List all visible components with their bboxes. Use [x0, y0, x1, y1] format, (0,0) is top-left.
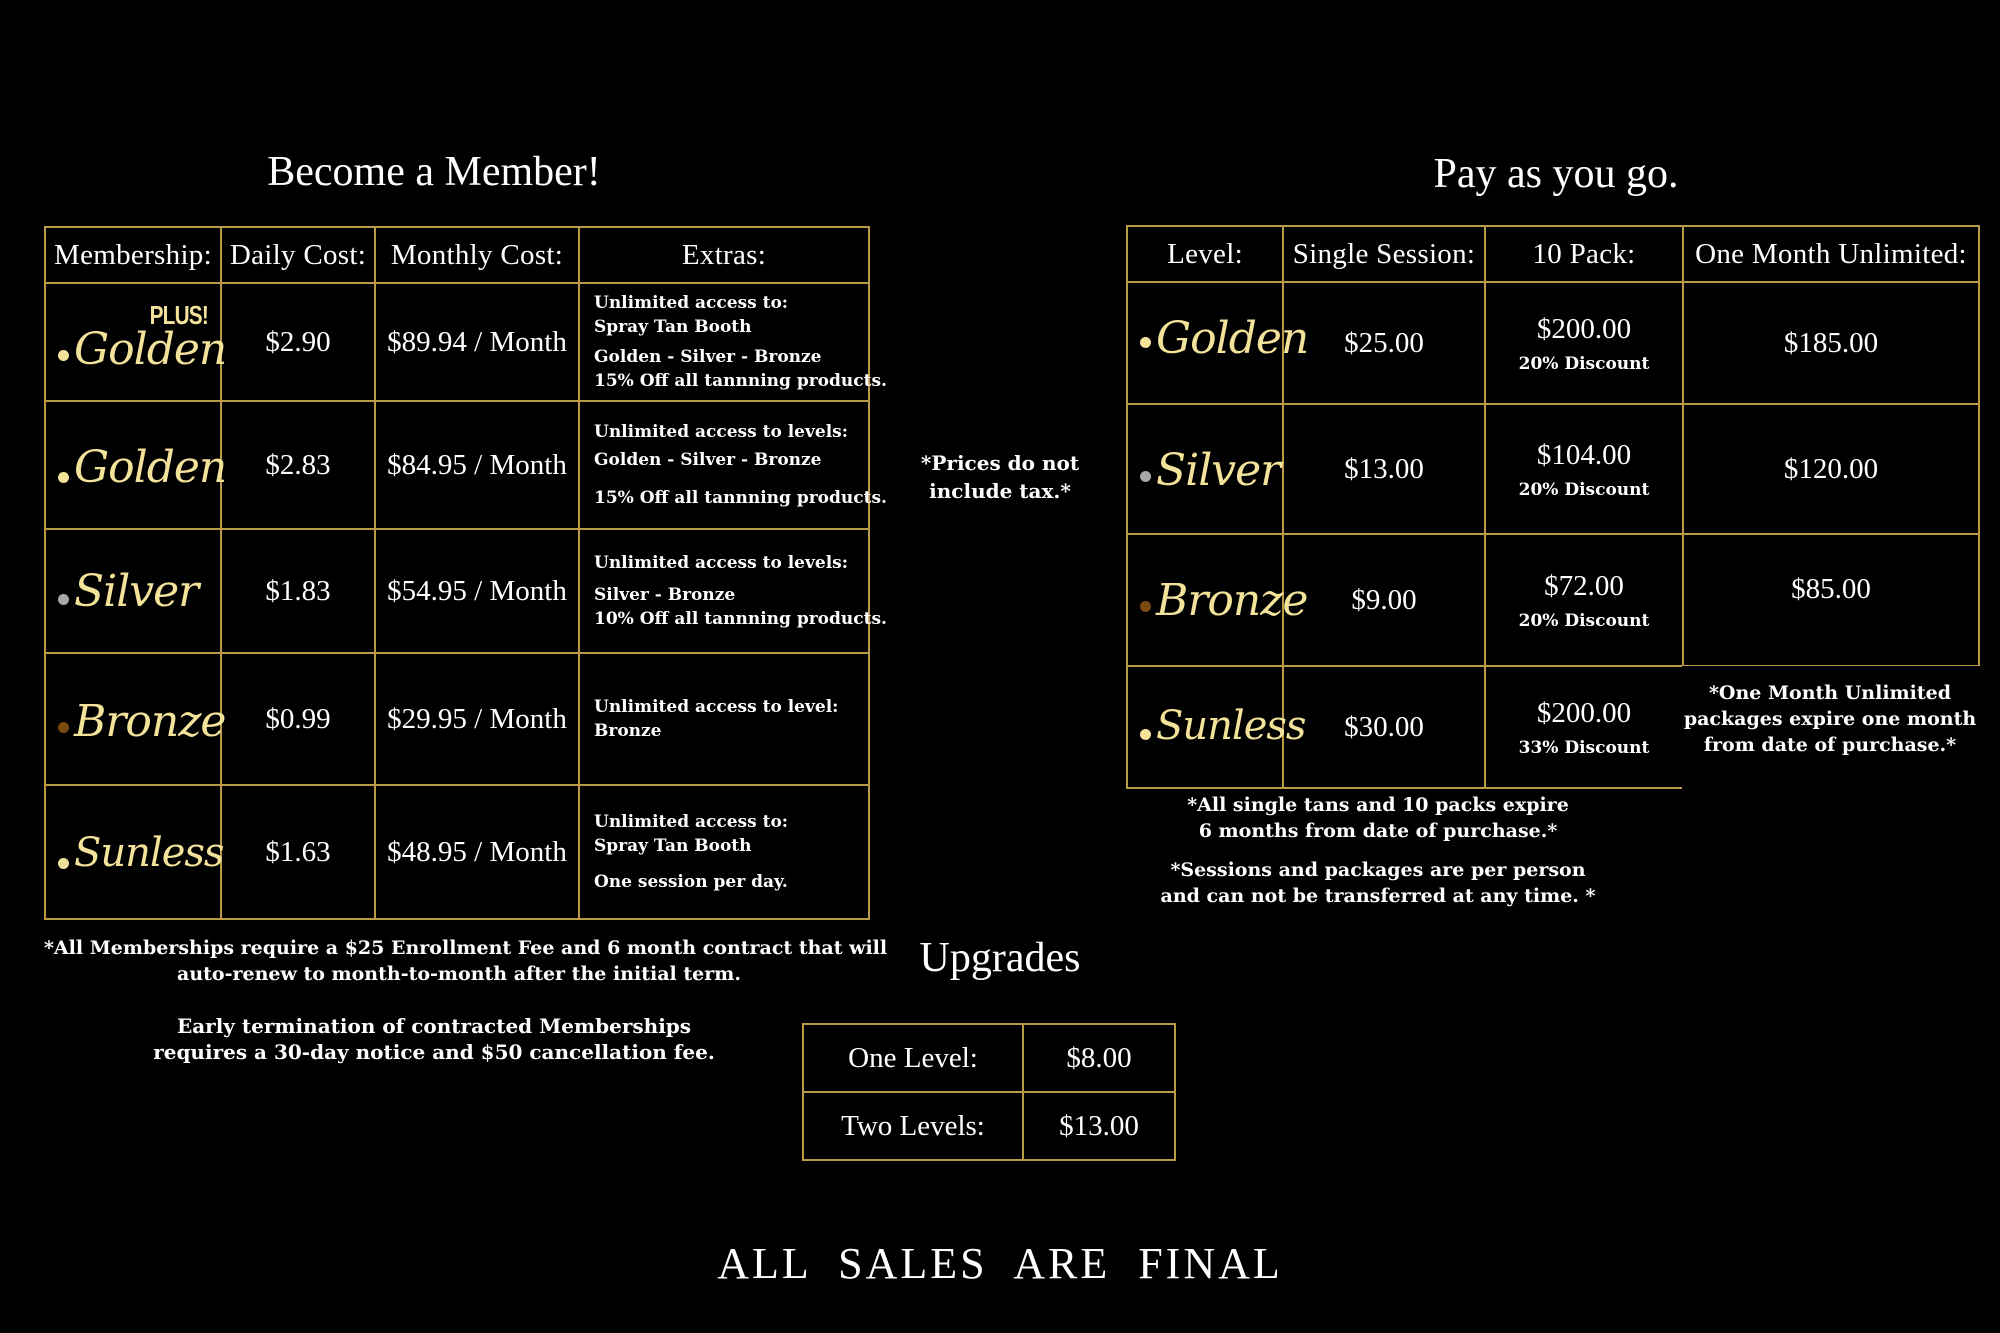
table-row — [45, 529, 869, 653]
level-cell — [1127, 282, 1309, 404]
monthly-cost: $48.95 / Month — [375, 785, 579, 919]
extras-line: Silver - Bronze — [594, 585, 736, 605]
single-session-price: $25.00 — [1283, 282, 1485, 404]
level-dot-icon — [1140, 471, 1151, 482]
extras-line: Unlimited access to levels: — [594, 553, 848, 573]
termination-note — [44, 1013, 824, 1065]
table-row — [45, 785, 869, 919]
level-cell — [1127, 404, 1283, 534]
level-name: Bronze — [1156, 575, 1308, 626]
level-dot-icon — [1140, 601, 1151, 612]
level-dot-icon — [58, 594, 69, 605]
table-row — [1127, 534, 1979, 666]
level-dot-icon — [1140, 337, 1151, 348]
monthly-cost: $29.95 / Month — [375, 653, 579, 785]
unlimited-note — [1680, 680, 1980, 758]
level-name: Golden — [1156, 313, 1309, 364]
pack-price: $104.00 — [1536, 438, 1632, 471]
extras — [579, 529, 887, 653]
note-line: *All Memberships require a $25 Enrollment Fee and 6 month contract that will — [44, 937, 888, 959]
membership-title: Become a Member! — [267, 149, 601, 195]
table-row — [803, 1024, 1175, 1092]
enrollment-note — [44, 935, 888, 987]
tax-note — [900, 449, 1100, 505]
extras-line: Unlimited access to: — [594, 293, 789, 313]
note-line: from date of purchase.* — [1703, 734, 1957, 756]
monthly-cost: $54.95 / Month — [375, 529, 579, 653]
level-dot-icon — [58, 350, 69, 361]
level-dot-icon — [1140, 729, 1151, 740]
note-line: requires a 30-day notice and $50 cancellation fee. — [153, 1040, 715, 1064]
table-row — [1127, 282, 1979, 404]
upgrade-label: One Level: — [803, 1024, 1023, 1092]
expire-note — [1128, 792, 1628, 844]
single-session-price: $30.00 — [1283, 666, 1485, 788]
note-line: *One Month Unlimited — [1708, 682, 1952, 704]
note-line: *Prices do not — [920, 451, 1080, 475]
note-line: *Sessions and packages are per person — [1170, 859, 1586, 881]
level-name: Bronze — [74, 696, 226, 747]
pack-discount: 20% Discount — [1518, 353, 1650, 374]
daily-cost: $1.63 — [221, 785, 375, 919]
level-cell — [1127, 666, 1306, 788]
table-row — [45, 401, 869, 529]
note-line: auto-renew to month-to-month after the initial term. — [177, 963, 741, 985]
monthly-cost: $84.95 / Month — [375, 401, 579, 529]
pack-cell — [1485, 534, 1683, 666]
level-cell — [45, 529, 221, 653]
extras-line: Unlimited access to levels: — [594, 422, 848, 442]
daily-cost: $2.90 — [221, 283, 375, 401]
level-dot-icon — [58, 472, 69, 483]
extras-line: Unlimited access to: — [594, 812, 789, 832]
transfer-note — [1128, 857, 1628, 909]
header-daily-cost: Daily Cost: — [221, 227, 375, 283]
header-10-pack: 10 Pack: — [1485, 226, 1683, 282]
extras — [579, 785, 869, 919]
note-line: packages expire one month — [1683, 708, 1977, 730]
extras — [579, 401, 887, 529]
payg-title: Pay as you go. — [1433, 151, 1679, 197]
level-name: Golden — [74, 324, 227, 375]
extras — [579, 653, 869, 785]
level-cell — [45, 283, 227, 401]
pack-discount: 20% Discount — [1518, 479, 1650, 500]
pack-cell — [1485, 666, 1683, 788]
level-name: Golden — [74, 442, 227, 493]
level-name: Silver — [1156, 445, 1281, 496]
extras-line: 15% Off all tannning products. — [594, 371, 887, 391]
note-line: include tax.* — [929, 479, 1071, 503]
table-row — [1127, 404, 1979, 534]
level-name: Sunless — [74, 830, 224, 876]
daily-cost: $0.99 — [221, 653, 375, 785]
table-row — [45, 283, 869, 401]
level-dot-icon — [58, 722, 69, 733]
unlimited-price: $85.00 — [1683, 534, 1979, 666]
extras-line: 15% Off all tannning products. — [594, 488, 887, 508]
extras-line: Spray Tan Booth — [594, 317, 752, 337]
note-line: Early termination of contracted Memberships — [176, 1014, 692, 1038]
unlimited-price: $185.00 — [1683, 282, 1979, 404]
daily-cost: $2.83 — [221, 401, 375, 529]
pack-discount: 33% Discount — [1518, 737, 1650, 758]
upgrade-price: $13.00 — [1023, 1092, 1175, 1160]
level-name: Sunless — [1156, 703, 1306, 749]
note-line: *All single tans and 10 packs expire — [1187, 794, 1569, 816]
upgrades-table — [802, 1023, 1176, 1161]
plus-badge: PLUS! — [149, 300, 208, 330]
level-dot-icon — [58, 858, 69, 869]
extras-line: Unlimited access to level: — [594, 697, 839, 717]
note-line: 6 months from date of purchase.* — [1198, 820, 1558, 842]
level-cell — [45, 401, 227, 529]
pack-discount: 20% Discount — [1518, 610, 1650, 631]
extras — [579, 283, 887, 401]
header-monthly-cost: Monthly Cost: — [375, 227, 579, 283]
level-cell — [45, 653, 226, 785]
pack-price: $200.00 — [1536, 312, 1632, 345]
extras-line: One session per day. — [594, 872, 788, 892]
extras-line: Spray Tan Booth — [594, 836, 752, 856]
all-sales-final: ALL SALES ARE FINAL — [717, 1239, 1283, 1288]
header-one-month-unlimited: One Month Unlimited: — [1683, 226, 1979, 282]
upgrades-title: Upgrades — [919, 935, 1081, 981]
extras-line: Golden - Silver - Bronze — [594, 450, 822, 470]
single-session-price: $9.00 — [1283, 534, 1485, 666]
membership-table — [44, 226, 887, 920]
unlimited-price: $120.00 — [1683, 404, 1979, 534]
pack-price: $200.00 — [1536, 696, 1632, 729]
extras-line: Golden - Silver - Bronze — [594, 347, 822, 367]
single-session-price: $13.00 — [1283, 404, 1485, 534]
pack-cell — [1485, 404, 1683, 534]
pack-cell — [1485, 282, 1683, 404]
header-single-session: Single Session: — [1283, 226, 1485, 282]
header-level: Level: — [1127, 226, 1283, 282]
level-cell — [45, 785, 224, 919]
extras-line: 10% Off all tannning products. — [594, 609, 887, 629]
note-line: and can not be transferred at any time. * — [1160, 885, 1596, 907]
monthly-cost: $89.94 / Month — [375, 283, 579, 401]
level-name: Silver — [74, 566, 199, 617]
level-cell — [1127, 534, 1308, 666]
upgrade-price: $8.00 — [1023, 1024, 1175, 1092]
extras-line: Bronze — [594, 721, 662, 741]
upgrade-label: Two Levels: — [803, 1092, 1023, 1160]
table-row — [45, 653, 869, 785]
daily-cost: $1.83 — [221, 529, 375, 653]
header-membership: Membership: — [45, 227, 221, 283]
header-extras: Extras: — [579, 227, 869, 283]
pack-price: $72.00 — [1544, 569, 1624, 602]
table-row — [803, 1092, 1175, 1160]
